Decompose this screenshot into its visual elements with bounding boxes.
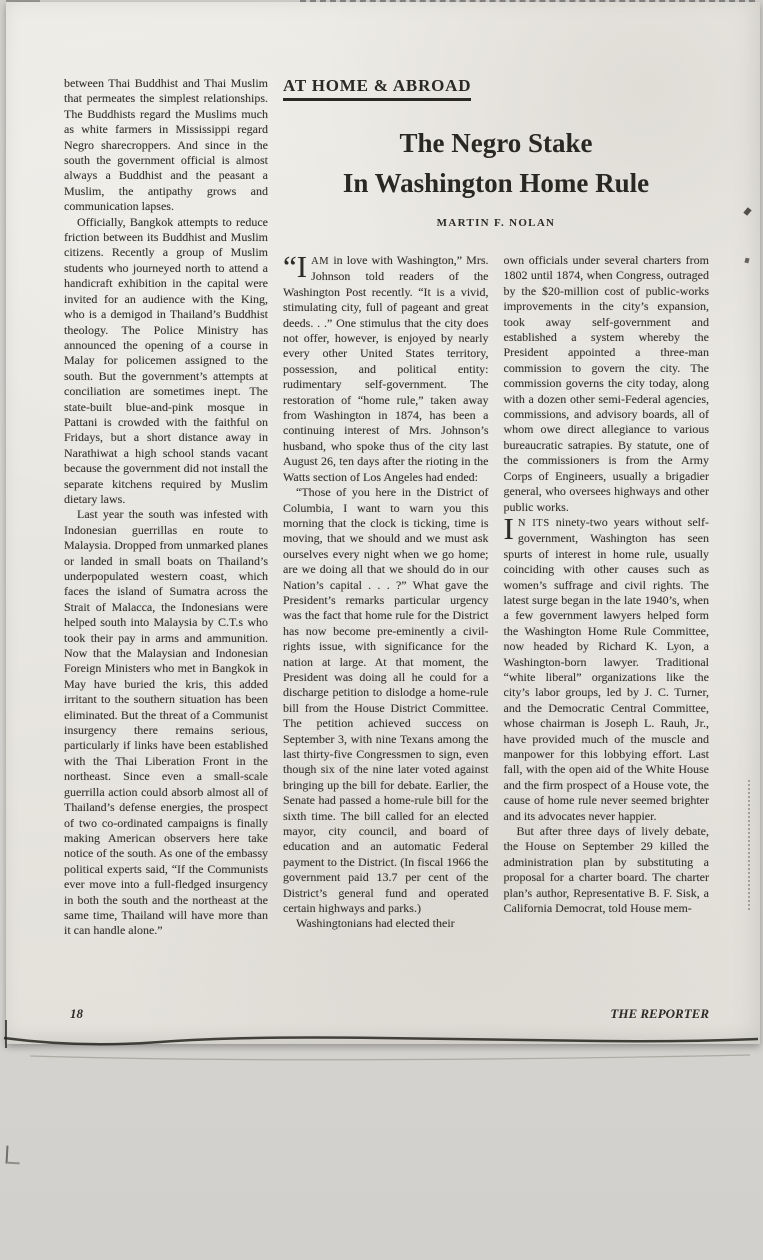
article-columns — [283, 249, 709, 932]
paragraph: Last year the south was infested with Indonesian guerrillas en route to Malaysia. Dropped from unmarked planes or landed in small boats on Thailand’s underpopulated western coast, which faces the island of Sumatra across the Strait of Malacca, the Indonesians were helped south into Malaysia by C.T.s who took their pay in arms and ammunition. Now that the Malaysian and Indonesian Foreign Ministers who met in Bangkok in May have buried the kris, this added irritant to the southern situation has been eliminated. But the threat of a Communist insurgency there remains serious, particularly if links have been established with the Thai Liberation Front in the northeast. Since even a small-scale guerrilla action could absorb almost all of Thailand’s defense energies, the prospect of two co-ordinated campaigns is finally making American observers here take notice of the south. As one of the embassy political experts said, “If the Communists ever move into a full-fledged insurgency in both the south and the northeast at the same time, Thailand will have more than it can handle alone.” — [64, 507, 268, 938]
title-line-2: In Washington Home Rule — [342, 168, 650, 198]
paragraph-text: in love with Washington,” Mrs. Johnson told readers of the Washington Post recently. “It is a vivid, stimulating city, full of pageant and great deeds. . .” One stimulus that the city does not offer, however, is enjoyed by nearly every other United States territory, possession, and political entity: rudimentary self-government. The restoration of “home rule,” taken away from Washington in 1874, has been a continuing interest of Mrs. Johnson’s husband, who spoke thus of the city last August 26, ten days after the rioting in the Watts section of Los Angeles had ended: — [283, 253, 489, 484]
article-title — [283, 123, 709, 203]
section-header-row — [283, 76, 709, 101]
scan-artifact-top-dashes — [300, 0, 755, 2]
paragraph-text: ninety-two years without self-government, Washington has seen spurts of interest in home rule, usually coinciding with other causes such as women’s suffrage and civil rights. The latest surge began in the late 1940’s, when a few government lawyers helped form the Washington Home Rule Committee, now headed by Richard K. Lyon, a Washington-born lawyer. Traditional “white liberal” organizations like the city’s labor groups, led by J. C. Turner, and the Democratic Central Committee, whose chairman is Joseph L. Rauh, Jr., have provided much of the muscle and manpower for this lobbying effort. Last fall, with the open aid of the White House and the firm prospect of a House vote, the cause of home rule never seemed brighter and its advocates never happier. — [503, 514, 709, 823]
scan-artifact-corner-mark — [6, 1146, 21, 1165]
article-column-2 — [504, 253, 710, 932]
drop-cap: “I — [283, 249, 308, 284]
small-caps-lead: N ITS — [517, 517, 550, 529]
paragraph: own officials under several charters from 1802 until 1874, when Congress, outraged by the $20-million cost of public-works improvements in the city’s expansion, took away self-government and established a system whereby the President appointed a three-man commission to govern the city. The commission governs the city today, along with a dozen other semi-Federal agencies, commissions, and advisory boards, all of whom owe direct allegiance to various bureaucratic satrapies. By statute, one of the commissioners is from the Army Corps of Engineers, usually a brigadier general, who oversees highways and other public works. — [503, 253, 709, 514]
article-column-1 — [283, 249, 489, 932]
paragraph: But after three days of lively debate, the House on September 29 killed the administration plan by substituting a proposal for a charter board. The charter plan’s author, Representative B. F. Sisk, a California Democrat, told House mem- — [503, 824, 709, 916]
section-header: AT HOME & ABROAD — [283, 76, 471, 101]
byline: MARTIN F. NOLAN — [436, 217, 556, 229]
page-content — [64, 76, 709, 939]
scan-artifact-top-left-dash — [6, 0, 40, 2]
scan-artifact-dotted-edge — [748, 780, 750, 910]
article — [283, 76, 709, 939]
paragraph: Washingtonians had elected their — [296, 916, 455, 931]
page-footer — [70, 1006, 709, 1022]
drop-cap: I — [503, 510, 514, 546]
page-number: 18 — [70, 1006, 83, 1021]
paragraph-dropcap — [503, 510, 710, 824]
paragraph: between Thai Buddhist and Thai Muslim that permeates the simplest relationships. The Buddhists regard the Muslims much as white farmers in Mississippi regard Negro sharecroppers. And since in the south the government official is almost always a Buddhist and the peasant a Muslim, the antipathy grows and communication lapses. — [64, 76, 268, 214]
continuation-column — [64, 76, 268, 939]
title-line-1: The Negro Stake — [399, 128, 593, 158]
paragraph: “Those of you here in the District of Columbia, I want to warn you this morning that the clock is ticking, time is moving, that we should and we must ask ourselves every night when we go home; are we doing all that we should do in our Nation’s capital . . . ?” What gave the President’s remarks particular urgency was the fact that home rule for the District has now become pre-eminently a civil-rights issue, with significance for the nation at large. At that moment, the President was doing all he could for a discharge petition to dislodge a home-rule bill from the House District Committee. The petition achieved success on September 3, with nine Texans among the last thirty-five Congressmen to sign, even though six of the nine later voted against bringing up the bill for debate. Earlier, the Senate had passed a home-rule bill for the sixth time. The bill called for an elected mayor, city council, and board of education and an automatic Federal payment to the District. (In fiscal 1966 the government paid 13.7 per cent of the District’s general fund and operated certain highways and parks.) — [283, 485, 489, 916]
paragraph: Officially, Bangkok attempts to reduce friction between its Buddhist and Muslim citizens. Recently a group of Muslim students who journeyed north to attend a handicraft exhibition in the capital were invited for an audience with the King, who is a demigod in Thailand’s Buddhist theology. The Police Ministry has announced the opening of a course in Malay for policemen assigned to the south. But the government’s attempts at conciliation are sometimes inept. The state-built blue-and-pink mosque in Pattani is crowded with the faithful on Fridays, but a short distance away in Narathiwat a high school stands vacant because the government did not install the separate kitchens required by Muslim dietary laws. — [64, 214, 268, 506]
magazine-name: THE REPORTER — [610, 1006, 709, 1021]
small-caps-lead: AM — [311, 256, 330, 267]
magazine-page — [6, 2, 760, 1044]
page-bottom-edge — [0, 1024, 763, 1094]
paragraph-dropcap — [283, 249, 489, 485]
